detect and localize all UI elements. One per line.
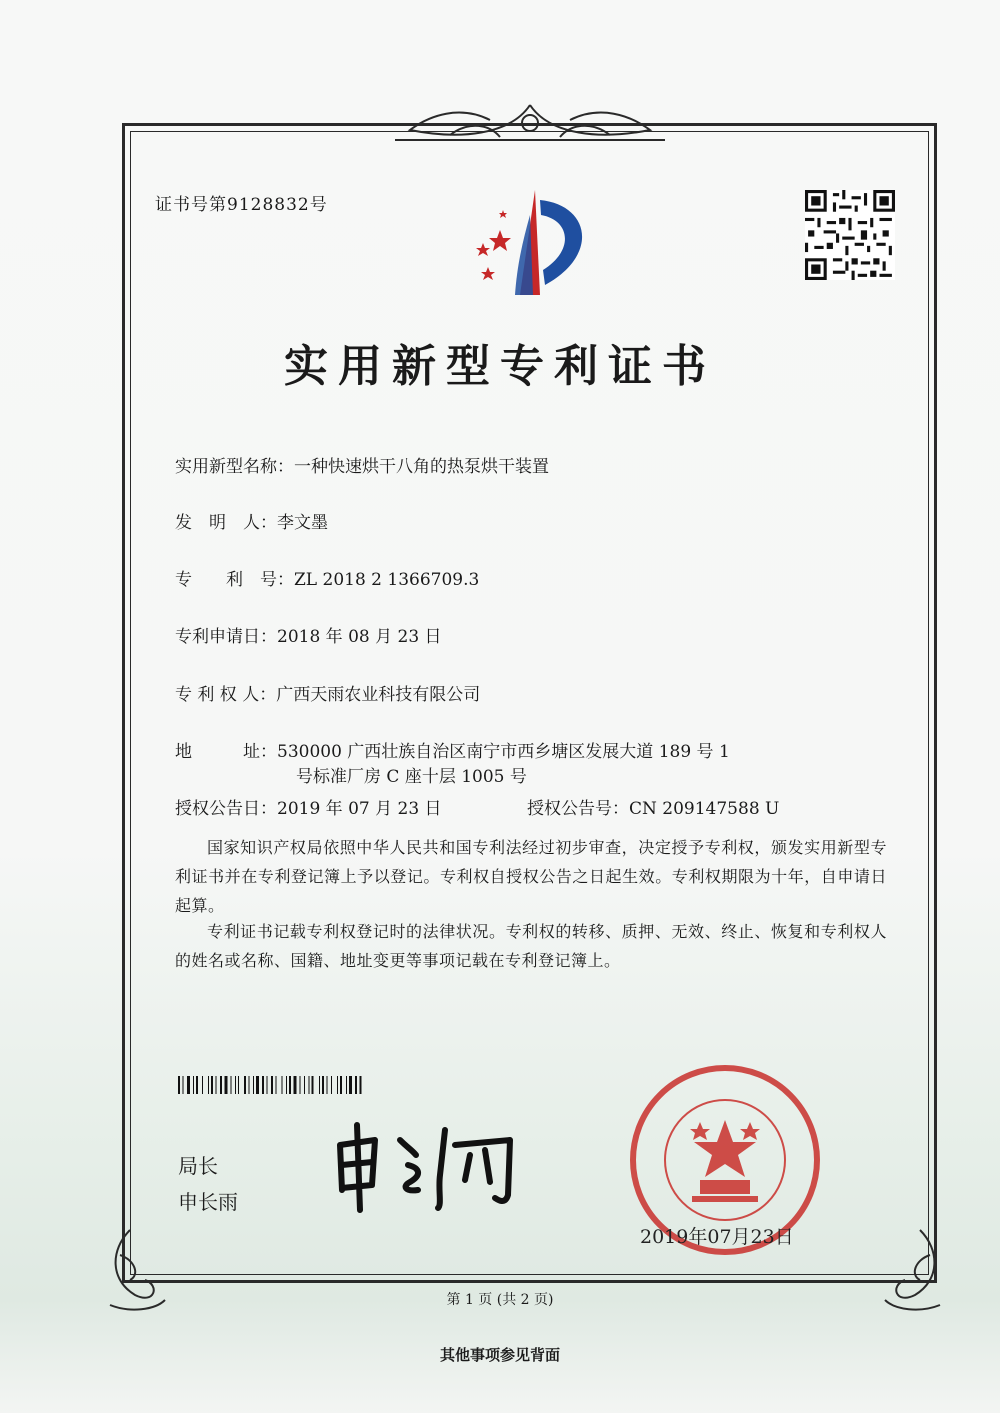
director-title: 局长	[178, 1154, 218, 1178]
director-signature	[330, 1120, 530, 1215]
grant-number-label: 授权公告号：	[527, 799, 629, 819]
barcode-bar	[300, 1076, 301, 1094]
barcode-bar	[337, 1076, 338, 1094]
grant-date-value: 2019 年 07 月 23 日	[277, 799, 442, 819]
barcode-bar	[249, 1076, 250, 1094]
patent-number-value: ZL 2018 2 1366709.3	[294, 570, 480, 590]
inventor-value: 李文墨	[277, 513, 328, 533]
address-label: 地 址：	[175, 742, 277, 762]
barcode-bar	[322, 1076, 324, 1094]
barcode-bar	[220, 1076, 222, 1094]
barcode-bar	[289, 1076, 291, 1094]
utility-model-name-row	[175, 452, 549, 477]
barcode-bar	[304, 1076, 305, 1094]
filing-date-label: 专利申请日：	[175, 627, 277, 647]
barcode-bar	[309, 1076, 310, 1094]
barcode-bar	[208, 1076, 209, 1094]
barcode-bar	[271, 1076, 273, 1094]
qr-code-icon	[805, 190, 895, 280]
barcode-bar	[253, 1076, 254, 1094]
address-line-2-row	[296, 762, 527, 787]
cnipa-logo-icon	[455, 185, 605, 300]
patentee-value: 广西天雨农业科技有限公司	[276, 685, 481, 705]
barcode-bar	[183, 1076, 184, 1094]
barcode-bar	[262, 1076, 264, 1094]
address-line-1: 530000 广西壮族自治区南宁市西乡塘区发展大道 189 号 1	[277, 742, 730, 762]
barcode-bar	[235, 1076, 236, 1094]
address-row	[175, 737, 730, 762]
barcode-bar	[294, 1076, 297, 1094]
certificate-number: 证书号第9128832号	[155, 195, 328, 215]
barcode-bar	[225, 1076, 228, 1094]
barcode-bar	[355, 1076, 357, 1094]
grant-date-label: 授权公告日：	[175, 799, 277, 819]
address-line-2: 号标准厂房 C 座十层 1005 号	[296, 767, 527, 787]
barcode-bar	[286, 1076, 287, 1094]
barcode-bar	[244, 1076, 246, 1094]
legal-status-paragraph: 专利证书记载专利权登记时的法律状况。专利权的转移、质押、无效、终止、恢复和专利权人的姓名或名称、国籍、地址变更等事项记载在专利登记簿上。	[175, 922, 887, 970]
barcode-bar	[193, 1076, 194, 1094]
seal-date: 2019年07月23日	[640, 1226, 794, 1248]
patentee-label: 专 利 权 人：	[175, 685, 277, 705]
barcode-bar	[282, 1076, 283, 1094]
barcode-bar	[187, 1076, 190, 1094]
filing-date-value: 2018 年 08 月 23 日	[277, 627, 442, 647]
barcode-bar	[196, 1076, 198, 1094]
grant-statement-paragraph: 国家知识产权局依照中华人民共和国专利法经过初步审查，决定授予专利权，颁发实用新型专利证书并在专利登记簿上予以登记。专利权自授权公告之日起生效。专利权期限为十年，自申请日起算。	[175, 838, 887, 915]
patentee-row	[175, 680, 480, 705]
patent-number-row	[175, 565, 479, 590]
director-name: 申长雨	[178, 1190, 238, 1214]
utility-model-name-value: 一种快速烘干八角的热泵烘干装置	[294, 457, 549, 477]
inventor-label: 发 明 人：	[175, 513, 277, 533]
barcode-bar	[276, 1076, 277, 1094]
barcode-bar	[216, 1076, 217, 1094]
page-number: 第 1 页 (共 2 页)	[446, 1292, 554, 1308]
barcode-icon	[178, 1076, 418, 1094]
barcode-bar	[346, 1076, 347, 1094]
patent-number-label: 专 利 号：	[175, 570, 294, 590]
barcode-bar	[349, 1076, 352, 1094]
barcode-bar	[202, 1076, 203, 1094]
filing-date-row	[175, 622, 442, 647]
barcode-bar	[340, 1076, 342, 1094]
grant-date-row	[175, 794, 442, 819]
barcode-bar	[238, 1076, 239, 1094]
barcode-bar	[312, 1076, 314, 1094]
grant-number-value: CN 209147588 U	[629, 799, 780, 819]
barcode-bar	[211, 1076, 213, 1094]
top-ornament	[390, 95, 670, 150]
barcode-bar	[178, 1076, 180, 1094]
utility-model-name-label: 实用新型名称：	[175, 457, 294, 477]
bottom-note: 其他事项参见背面	[439, 1346, 560, 1364]
certificate-title: 实用新型专利证书	[284, 341, 716, 392]
barcode-bar	[256, 1076, 259, 1094]
grant-number-row	[527, 794, 779, 819]
barcode-bar	[267, 1076, 268, 1094]
inventor-row	[175, 508, 328, 533]
barcode-bar	[319, 1076, 320, 1094]
barcode-bar	[360, 1076, 362, 1094]
barcode-bar	[231, 1076, 232, 1094]
barcode-bar	[331, 1076, 332, 1094]
barcode-bar	[327, 1076, 328, 1094]
